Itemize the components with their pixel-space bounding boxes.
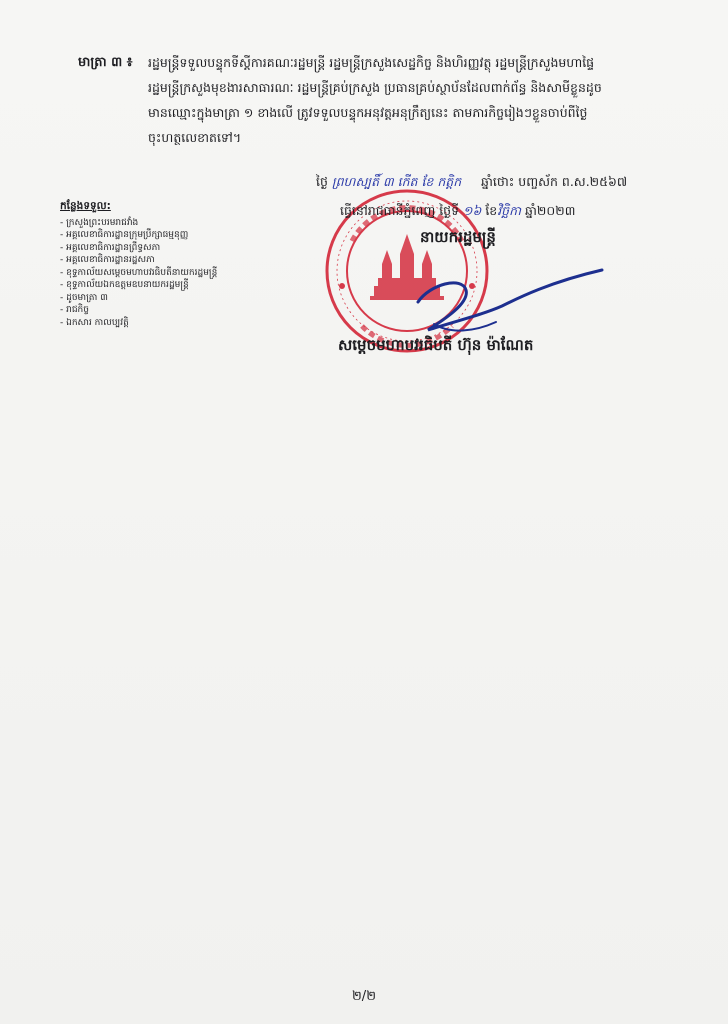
article-line-2: រដ្ឋមន្ត្រីក្រសួងមុខងារសាធារណៈ រដ្ឋមន្ត្រីគ្រប់ក្រសួង ប្រធានគ្រប់ស្ថាប័នដែលពាក់ព័ន្ធ និងសាមីខ្លួនដូច (148, 80, 602, 95)
lunar-date-year: ឆ្នាំថោះ បញ្ចស័ក ព.ស.២៥៦៧ (481, 174, 628, 189)
recipient-item: - ខុទ្ទកាល័យសម្តេចមហាបវរធិបតីនាយករដ្ឋមន្ត្រី (60, 267, 218, 278)
article-line-4: ចុះហត្ថលេខាតទៅ។ (148, 130, 242, 145)
recipient-item: - អគ្គលេខាធិការដ្ឋានរដ្ឋសភា (60, 255, 155, 265)
recipient-item: - អគ្គលេខាធិការដ្ឋានក្រុមប្រឹក្សាធម្មនុញ្ញ (60, 230, 189, 240)
solar-date-line (340, 203, 575, 222)
signature-mark (400, 262, 610, 342)
solar-date-month: វិច្ឆិកា (497, 203, 522, 218)
signatory-title: នាយករដ្ឋមន្ត្រី (420, 228, 496, 246)
lunar-date-handwritten: ព្រហស្បតិ៍ ៣ កើត ខែ កត្ដិក (331, 174, 462, 189)
recipients-list (60, 200, 310, 329)
recipient-item: - ខុទ្ទកាល័យឯកឧត្តមឧបនាយករដ្ឋមន្ត្រី (60, 280, 189, 290)
recipients-heading: កន្លែងទទួល: (60, 200, 111, 212)
article-label: មាត្រា ៣ ៖ (78, 55, 133, 70)
recipient-item: - ឯកសារ កាលប្បវត្តិ (60, 317, 129, 328)
lunar-date-prefix: ថ្ងៃ (316, 174, 328, 189)
solar-date-month-prefix: ខែ (485, 203, 498, 218)
recipient-item: - ក្រសួងព្រះបរមរាជវាំង (60, 217, 139, 228)
recipient-item: - ដូចមាត្រា ៣ (60, 292, 108, 303)
solar-date-day: ១៦ (463, 203, 482, 218)
article-line-3: មានឈ្មោះក្នុងមាត្រា ១ ខាងលើ ត្រូវទទួលបន្ទុកអនុវត្តអនុក្រឹត្យនេះ តាមភារកិច្ចរៀងៗខ្លួនចាប់ពីថ្ងៃ (148, 105, 588, 120)
solar-date-prefix: ធ្វើនៅរាជធានីភ្នំពេញ ថ្ងៃទី (340, 203, 460, 218)
recipient-item: - អគ្គលេខាធិការដ្ឋានព្រឹទ្ធសភា (60, 242, 161, 253)
signatory-name: សម្តេចមហាបវរធិបតី ហ៊ុន ម៉ាណែត (338, 336, 534, 354)
solar-date-year: ឆ្នាំ២០២៣ (525, 203, 576, 218)
recipient-item: - រាជកិច្ច (60, 305, 89, 315)
page-number: ២/២ (351, 989, 377, 1004)
lunar-date-line (316, 174, 627, 193)
article-line-1: រដ្ឋមន្ត្រីទទួលបន្ទុកទីស្តីការគណៈរដ្ឋមន្ត្រី រដ្ឋមន្ត្រីក្រសួងសេដ្ឋកិច្ច និងហិរញ្ញវត្ថុ រដ្ឋមន្ត្រីក្រសួងមហាផ្ទៃ (148, 55, 595, 70)
